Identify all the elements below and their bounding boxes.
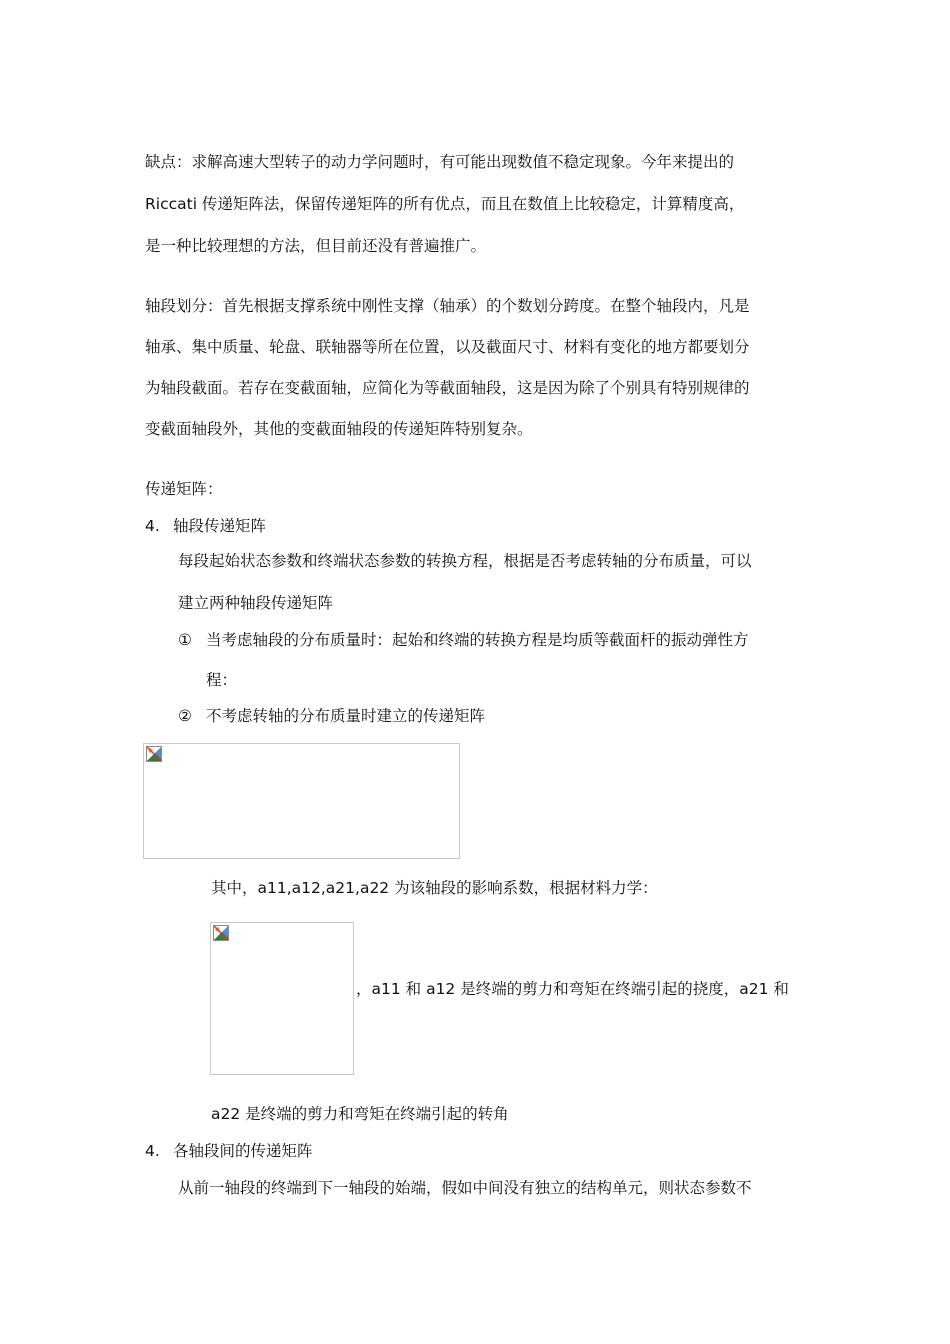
paragraph2-line1: 轴段划分：首先根据支撑系统中刚性支撑（轴承）的个数划分跨度。在整个轴段内，凡是 xyxy=(145,297,750,315)
item1-number: 4. xyxy=(145,517,160,535)
sub2-line1: 不考虑转轴的分布质量时建立的传递矩阵 xyxy=(206,707,486,725)
where-line: 其中，a11,a12,a21,a22 为该轴段的影响系数，根据材料力学： xyxy=(211,879,658,897)
item1-title: 轴段传递矩阵 xyxy=(173,517,267,535)
paragraph2-line4: 变截面轴段外，其他的变截面轴段的传递矩阵特别复杂。 xyxy=(145,420,533,438)
sub1-line2: 程： xyxy=(206,671,238,689)
item1-body-line2: 建立两种轴段传递矩阵 xyxy=(178,594,334,612)
paragraph2-line3: 为轴段截面。若存在变截面轴，应简化为等截面轴段，这是因为除了个别具有特别规律的 xyxy=(145,379,750,397)
paragraph1-line2: Riccati 传递矩阵法，保留传递矩阵的所有优点，而且在数值上比较稳定，计算精度高， xyxy=(145,195,745,213)
paragraph1-line1: 缺点：求解高速大型转子的动力学问题时，有可能出现数值不稳定现象。今年来提出的 xyxy=(145,153,735,171)
sub1-line1: 当考虑轴段的分布质量时：起始和终端的转换方程是均质等截面杆的振动弹性方 xyxy=(206,631,749,649)
broken-image-icon xyxy=(213,925,229,941)
matrix-image-placeholder xyxy=(143,743,460,859)
item2-number: 4. xyxy=(145,1142,160,1160)
paragraph2-line2: 轴承、集中质量、轮盘、联轴器等所在位置，以及截面尺寸、材料有变化的地方都要划分 xyxy=(145,338,750,356)
paragraph1-line3: 是一种比较理想的方法，但目前还没有普遍推广。 xyxy=(145,237,487,255)
section-title: 传递矩阵： xyxy=(145,480,223,498)
sub1-marker: ① xyxy=(178,631,192,649)
formula-tail: ，a11 和 a12 是终端的剪力和弯矩在终端引起的挠度，a21 和 xyxy=(356,980,789,998)
sub2-marker: ② xyxy=(178,707,192,725)
broken-image-icon xyxy=(146,746,162,762)
formula-tail2: a22 是终端的剪力和弯矩在终端引起的转角 xyxy=(211,1105,509,1123)
formula-image-placeholder xyxy=(210,922,354,1075)
item2-body-line1: 从前一轴段的终端到下一轴段的始端，假如中间没有独立的结构单元，则状态参数不 xyxy=(178,1179,752,1197)
item2-title: 各轴段间的传递矩阵 xyxy=(173,1142,313,1160)
item1-body-line1: 每段起始状态参数和终端状态参数的转换方程，根据是否考虑转轴的分布质量，可以 xyxy=(178,552,752,570)
